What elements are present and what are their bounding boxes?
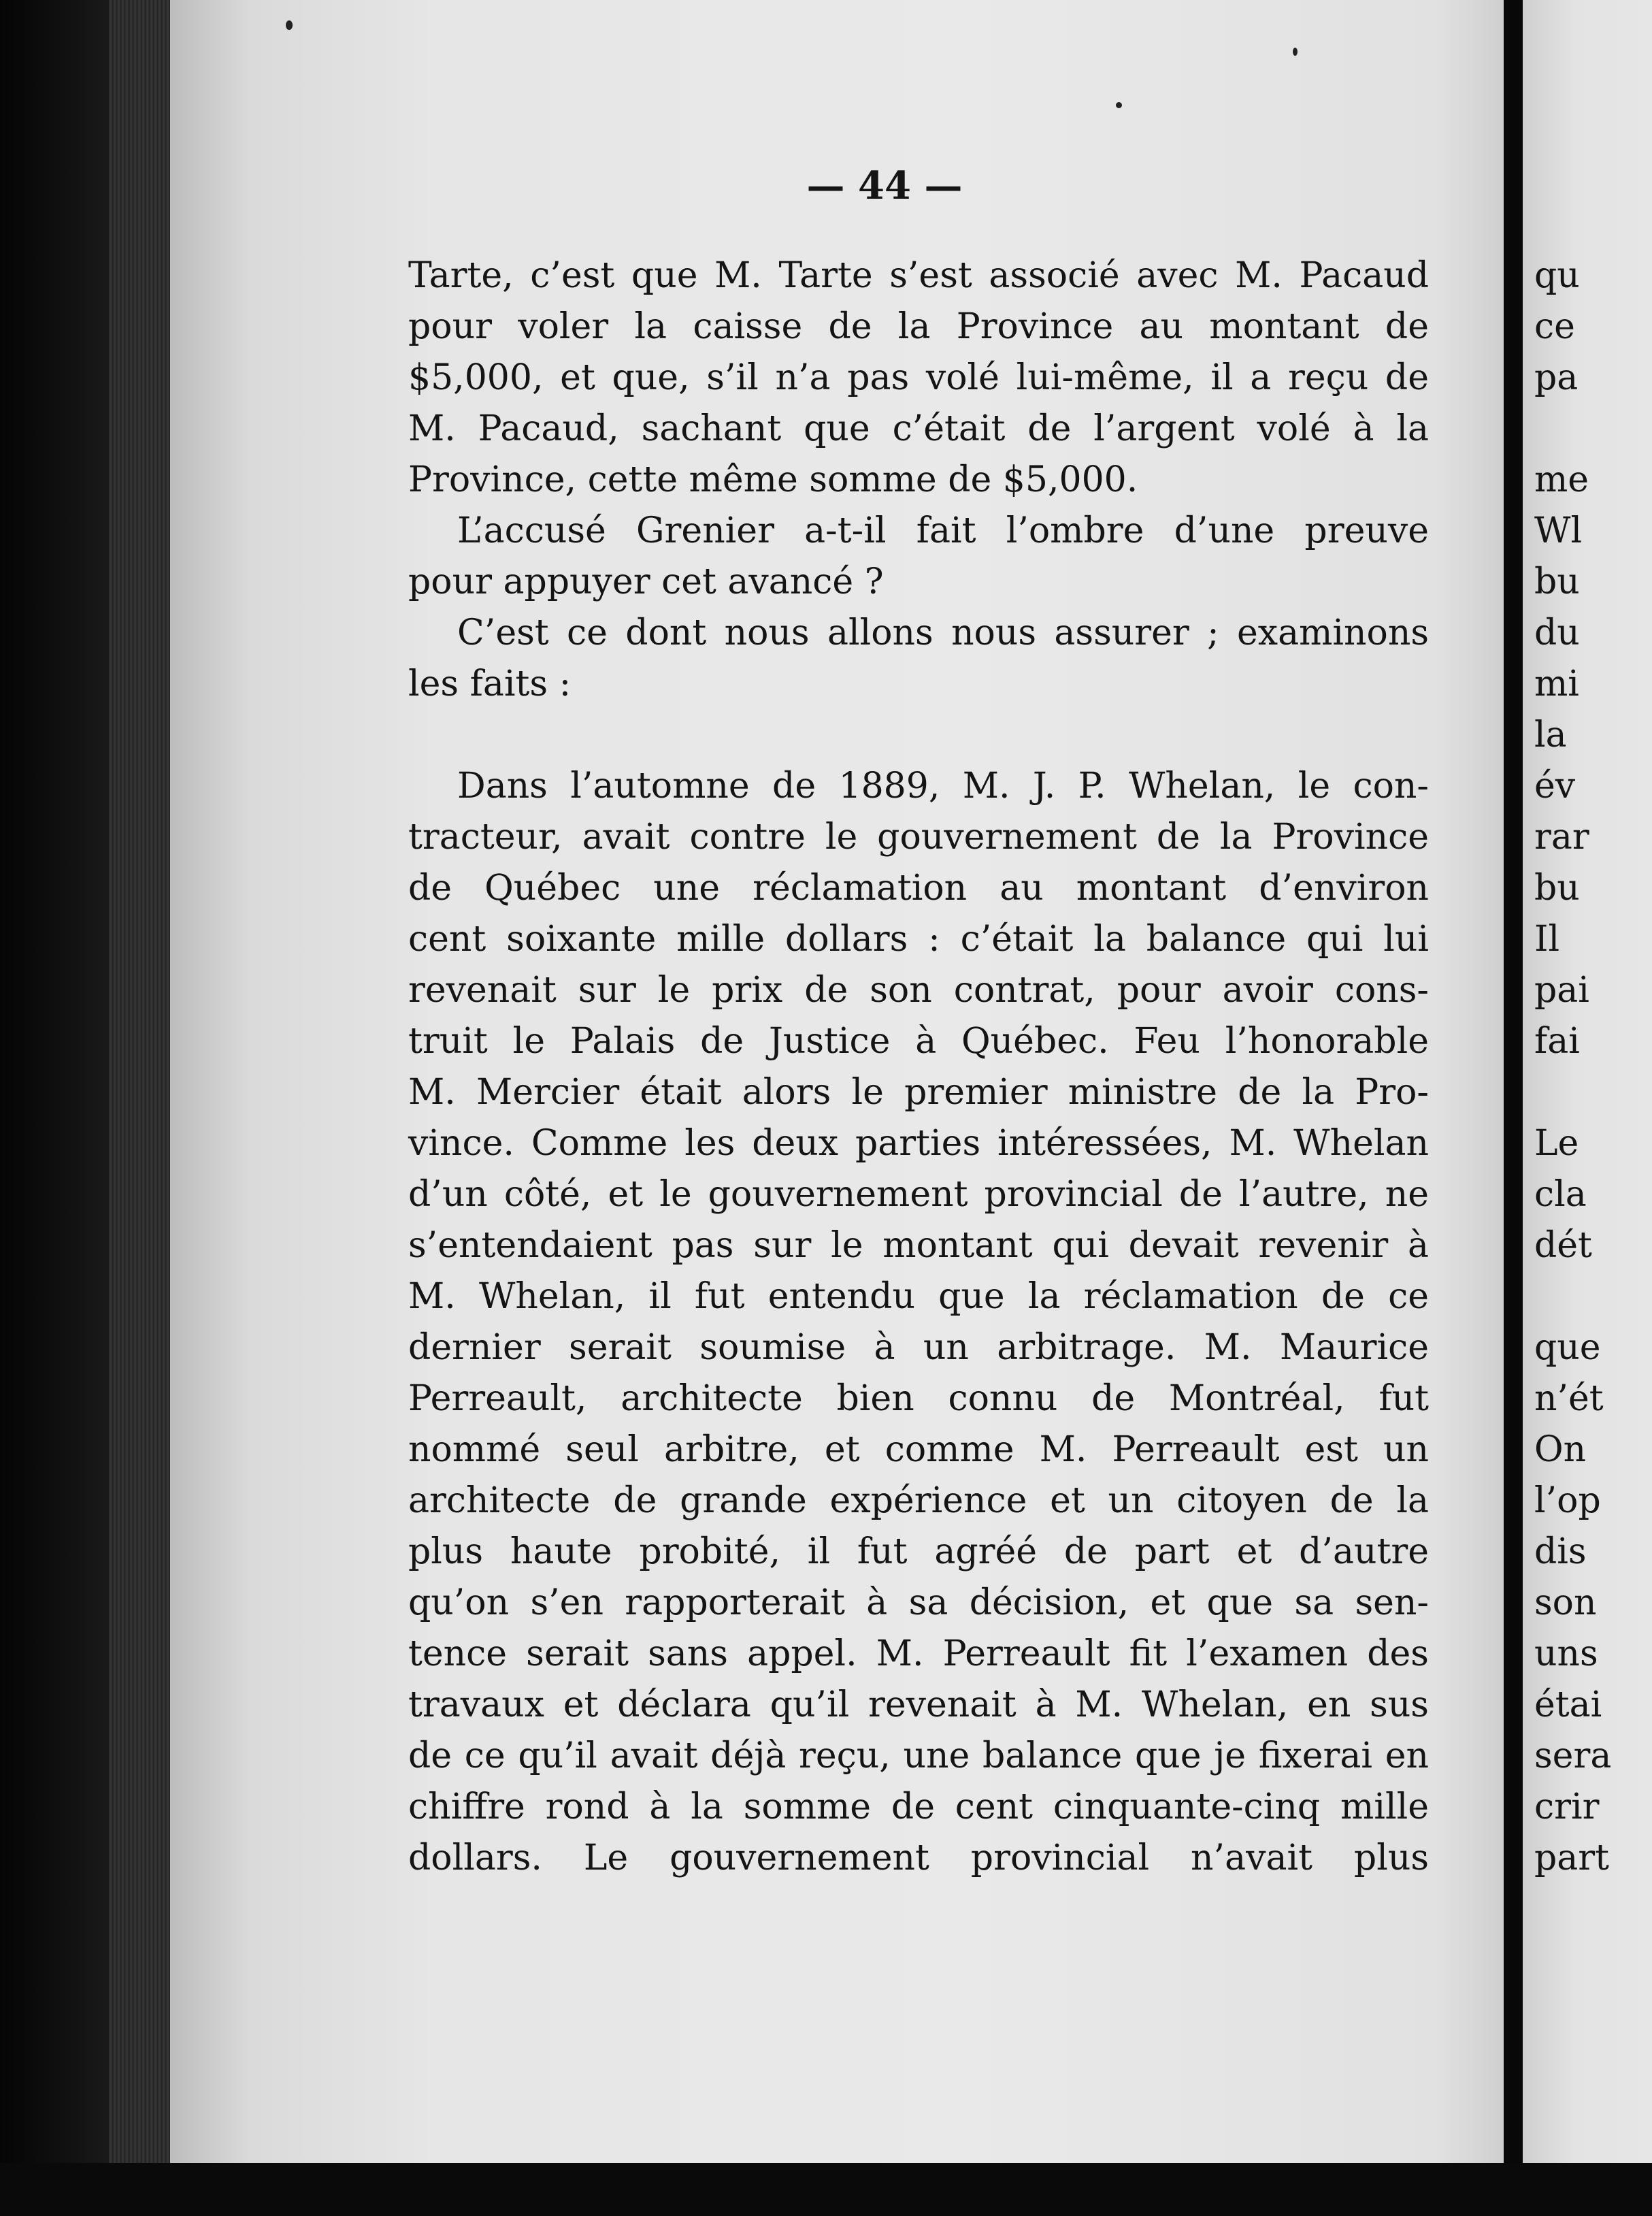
right-page-fragment: étai bbox=[1534, 1684, 1602, 1725]
text-line: M. Mercier était alors le premier ministre de la Pro- bbox=[408, 1072, 1429, 1113]
text-line: de Québec une réclamation au montant d’environ bbox=[408, 868, 1429, 909]
text-line: M. Pacaud, sachant que c’était de l’argent volé à la bbox=[408, 408, 1429, 449]
right-page-fragment: part bbox=[1534, 1838, 1610, 1878]
text-line: dernier serait soumise à un arbitrage. M. Maurice bbox=[408, 1327, 1429, 1368]
text-line: chiffre rond à la somme de cent cinquante-cinq mille bbox=[408, 1787, 1429, 1827]
paragraph-gap bbox=[408, 710, 1429, 761]
text-line: d’un côté, et le gouvernement provincial de l’autre, ne bbox=[408, 1174, 1429, 1215]
right-page-fragment: sera bbox=[1534, 1736, 1612, 1776]
right-page-fragment: év bbox=[1534, 766, 1576, 806]
text-line: tence serait sans appel. M. Perreault fit l’examen des bbox=[408, 1633, 1429, 1674]
right-page-fragment: pa bbox=[1534, 357, 1579, 398]
text-line: plus haute probité, il fut agréé de part et d’autre bbox=[408, 1531, 1429, 1572]
text-line: Province, cette même somme de $5,000. bbox=[408, 459, 1138, 500]
text-line: C’est ce dont nous allons nous assurer ; examinons bbox=[457, 613, 1429, 653]
right-page-fragment bbox=[1534, 1067, 1652, 1118]
text-line: nommé seul arbitre, et comme M. Perreault est un bbox=[408, 1429, 1429, 1470]
scan-speck bbox=[286, 20, 293, 30]
text-line: qu’on s’en rapporterait à sa décision, et que sa sen- bbox=[408, 1582, 1429, 1623]
text-line: M. Whelan, il fut entendu que la réclamation de ce bbox=[408, 1276, 1429, 1317]
right-page-fragment: la bbox=[1534, 715, 1567, 755]
right-page-fragment: On bbox=[1534, 1429, 1587, 1470]
text-line: Perreault, architecte bien connu de Montréal, fut bbox=[408, 1378, 1429, 1419]
right-page-fragment bbox=[1534, 1271, 1652, 1322]
right-page-fragment: crir bbox=[1534, 1787, 1600, 1827]
page-number: — 44 — bbox=[806, 163, 963, 208]
text-line: $5,000, et que, s’il n’a pas volé lui-même, il a reçu de bbox=[408, 357, 1429, 398]
text-line: cent soixante mille dollars : c’était la balance qui lui bbox=[408, 919, 1429, 960]
text-line: revenait sur le prix de son contrat, pour avoir cons- bbox=[408, 970, 1429, 1011]
text-line: pour voler la caisse de la Province au montant de bbox=[408, 306, 1429, 347]
text-line: Tarte, c’est que M. Tarte s’est associé avec M. Pacaud bbox=[408, 255, 1429, 296]
text-line: tracteur, avait contre le gouvernement de la Province bbox=[408, 817, 1429, 858]
text-line: vince. Comme les deux parties intéressées, M. Whelan bbox=[408, 1123, 1429, 1164]
text-line: architecte de grande expérience et un citoyen de la bbox=[408, 1480, 1429, 1521]
text-line: de ce qu’il avait déjà reçu, une balance que je fixerai en bbox=[408, 1736, 1429, 1776]
page-body-text bbox=[408, 250, 1429, 1884]
right-page-fragment: pai bbox=[1534, 970, 1589, 1011]
scan-bottom-edge bbox=[0, 2163, 1652, 2216]
right-page-fragment: dis bbox=[1534, 1531, 1587, 1572]
right-page-fragment: ce bbox=[1534, 306, 1575, 347]
text-line: travaux et déclara qu’il revenait à M. Whelan, en sus bbox=[408, 1684, 1429, 1725]
text-line: L’accusé Grenier a-t-il fait l’ombre d’une preuve bbox=[457, 510, 1429, 551]
text-line: s’entendaient pas sur le montant qui devait revenir à bbox=[408, 1225, 1429, 1266]
right-page-fragment: Le bbox=[1534, 1123, 1579, 1164]
right-page-fragment: Wl bbox=[1534, 510, 1583, 551]
right-page-fragment: son bbox=[1534, 1582, 1597, 1623]
right-page-fragment: bu bbox=[1534, 868, 1580, 909]
right-page-fragment: uns bbox=[1534, 1633, 1598, 1674]
scan-speck bbox=[1116, 102, 1122, 108]
text-line: pour appuyer cet avancé ? bbox=[408, 561, 884, 602]
right-page-fragment: du bbox=[1534, 613, 1580, 653]
right-page-fragment: que bbox=[1534, 1327, 1601, 1368]
text-line: dollars. Le gouvernement provincial n’avait plus bbox=[408, 1838, 1429, 1878]
right-page-fragment: rar bbox=[1534, 817, 1589, 858]
right-page-fragment bbox=[1534, 404, 1652, 455]
right-page-fragment: bu bbox=[1534, 561, 1580, 602]
scan-speck bbox=[1293, 48, 1298, 56]
text-line: Dans l’automne de 1889, M. J. P. Whelan, le con- bbox=[457, 766, 1429, 806]
text-line: les faits : bbox=[408, 664, 572, 704]
right-page-text-fragments bbox=[1534, 250, 1652, 1884]
right-page-fragment: mi bbox=[1534, 664, 1579, 704]
right-page-fragment: qu bbox=[1534, 255, 1580, 296]
right-page-fragment: n’ét bbox=[1534, 1378, 1604, 1419]
right-page-fragment: cla bbox=[1534, 1174, 1587, 1215]
right-page-fragment: dét bbox=[1534, 1225, 1592, 1266]
right-page-fragment: fai bbox=[1534, 1021, 1580, 1062]
page-gutter bbox=[1504, 0, 1523, 2216]
right-page-fragment: Il bbox=[1534, 919, 1560, 960]
right-page-fragment: l’op bbox=[1534, 1480, 1601, 1521]
text-line: truit le Palais de Justice à Québec. Feu l’honorable bbox=[408, 1021, 1429, 1062]
right-page-fragment: me bbox=[1534, 459, 1589, 500]
